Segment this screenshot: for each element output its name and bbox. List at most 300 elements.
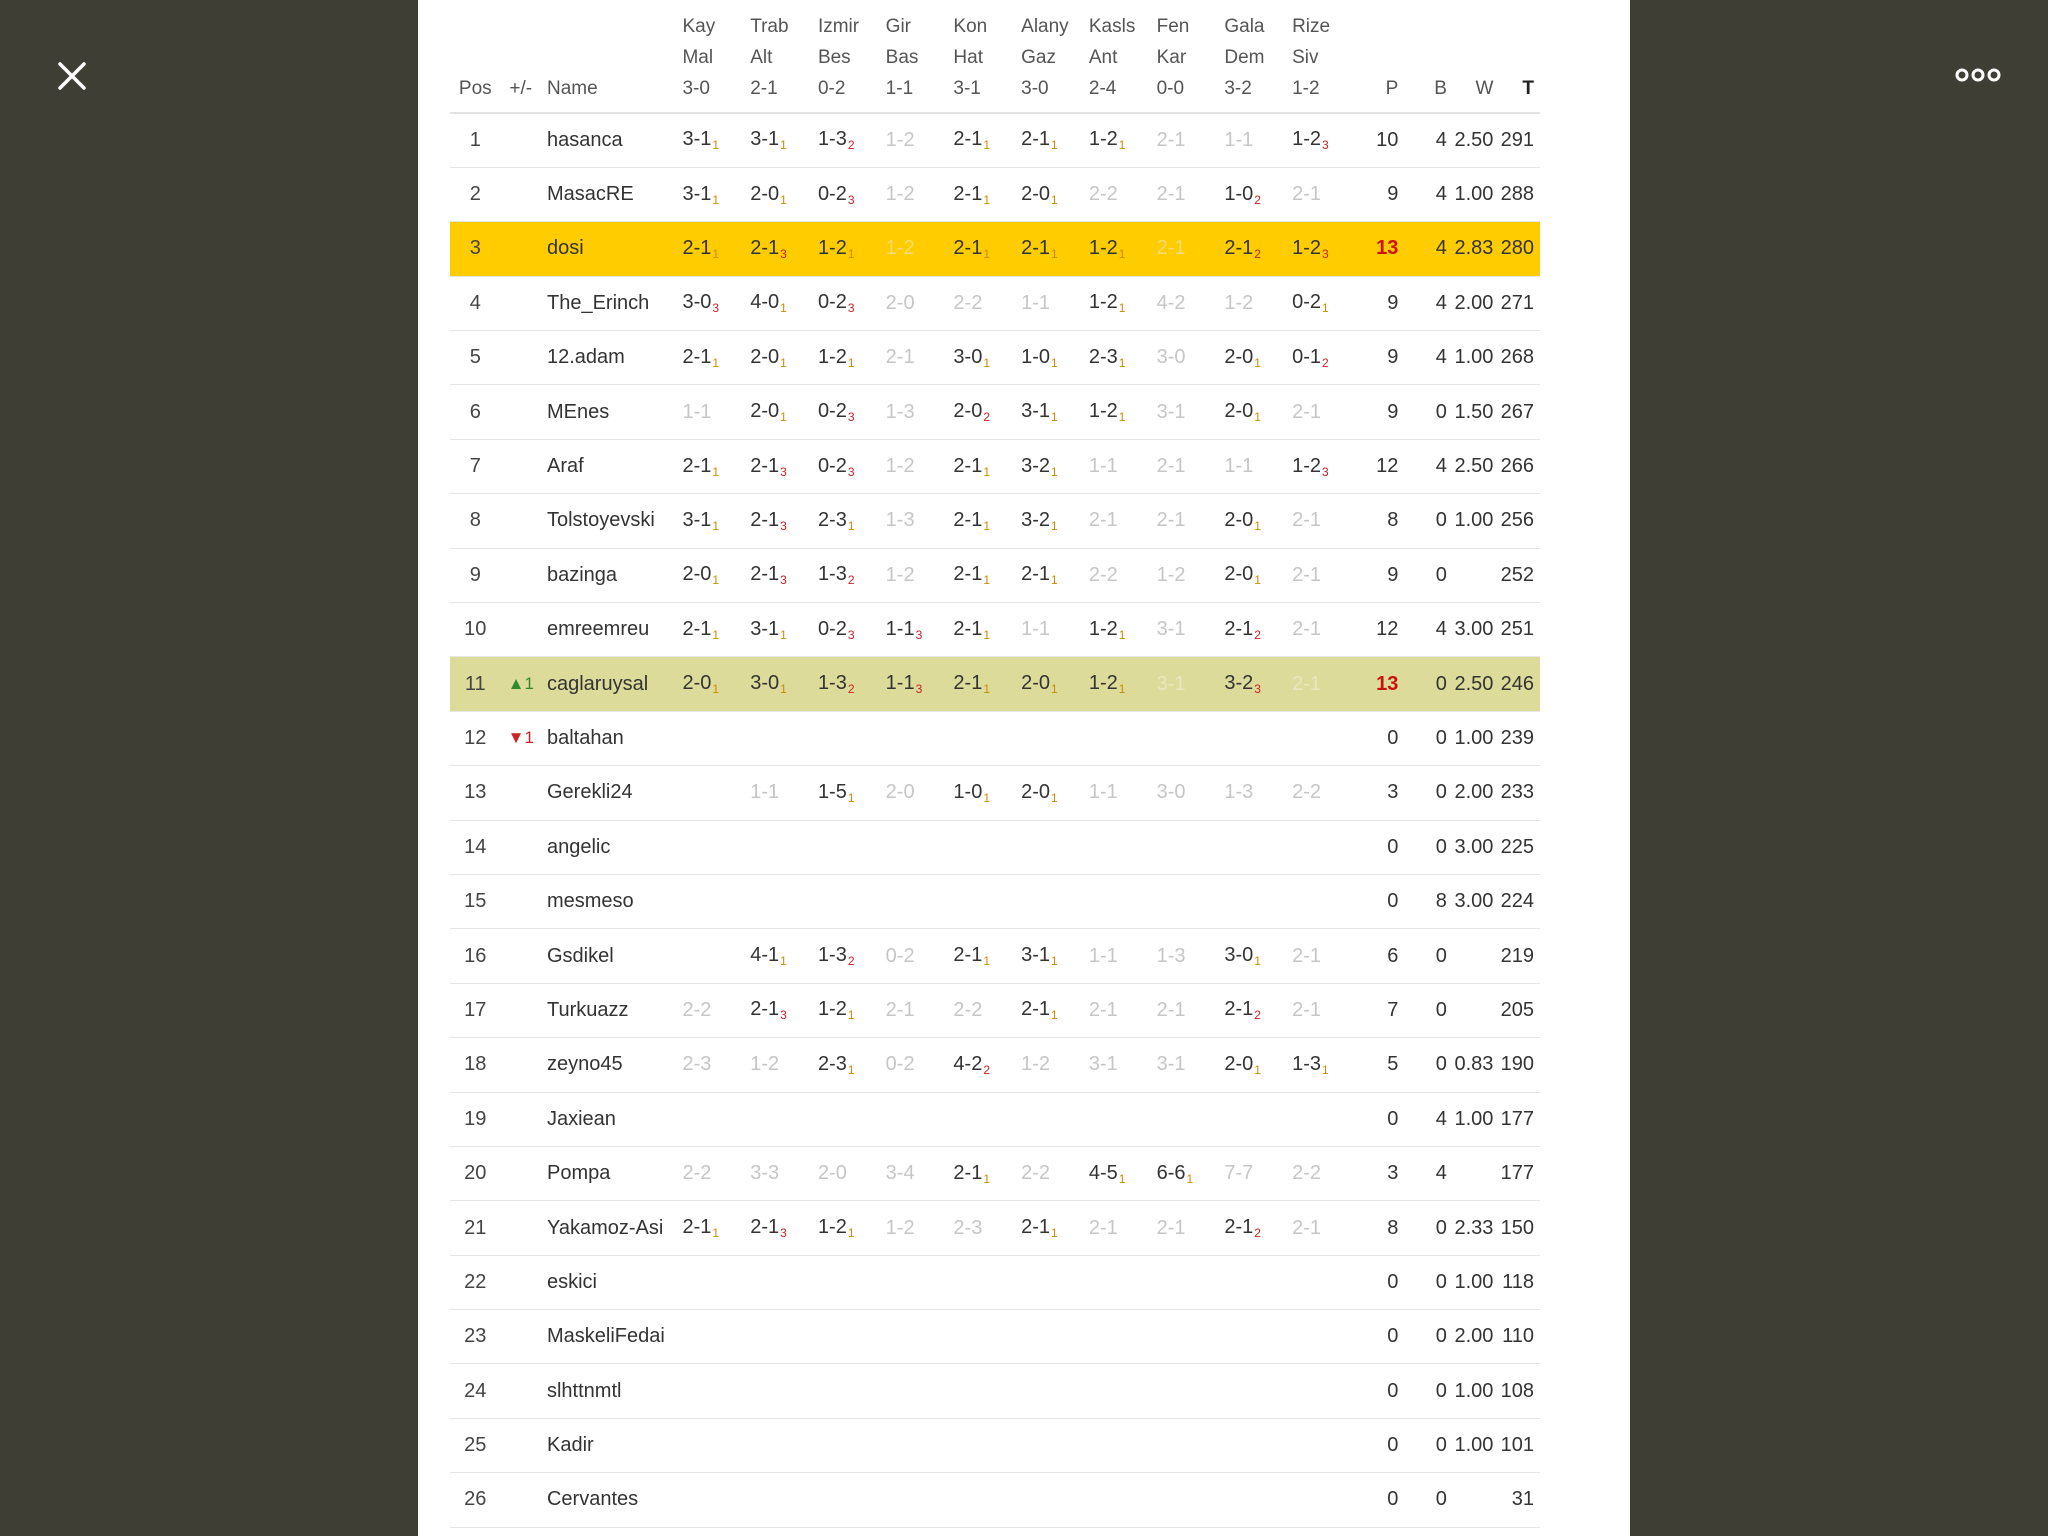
table-row[interactable] xyxy=(450,711,1540,765)
row-prediction: 7-7 xyxy=(1218,1146,1286,1200)
table-row[interactable] xyxy=(450,1146,1540,1200)
row-prediction xyxy=(1218,711,1286,765)
prediction-points: 1 xyxy=(847,355,855,370)
prediction-points: 3 xyxy=(780,1226,787,1240)
row-change xyxy=(501,657,541,711)
row-prediction xyxy=(676,1255,744,1309)
row-prediction: $1-3_1$ xyxy=(1286,1038,1354,1092)
row-pos: 1 xyxy=(450,113,501,167)
row-w: 1.00 xyxy=(1453,1418,1500,1472)
prediction-points: 1 xyxy=(1118,246,1126,261)
row-prediction: $2-1_1$ xyxy=(676,439,744,493)
row-prediction: 1-2 xyxy=(880,167,948,221)
row-b: 0 xyxy=(1404,711,1453,765)
row-prediction xyxy=(1015,1473,1083,1527)
row-prediction xyxy=(812,1092,880,1146)
row-prediction: 1-1 xyxy=(1218,439,1286,493)
row-prediction: $2-1_1$ xyxy=(1015,222,1083,276)
row-change xyxy=(501,1310,541,1364)
row-prediction: 4-2 xyxy=(1151,276,1219,330)
row-prediction: 3-0 xyxy=(1151,331,1219,385)
prediction-points: 1 xyxy=(712,627,720,642)
row-prediction xyxy=(947,1473,1015,1527)
row-prediction xyxy=(744,711,812,765)
row-prediction xyxy=(1083,1255,1151,1309)
prediction-points: 1 xyxy=(1254,573,1261,588)
prediction-points: 1 xyxy=(780,301,787,316)
match-result: 3-2 xyxy=(1224,78,1252,99)
row-prediction: $3-1_1$ xyxy=(1015,385,1083,439)
row-prediction xyxy=(1083,1364,1151,1418)
row-t: 246 xyxy=(1499,657,1540,711)
row-prediction: 2-0 xyxy=(880,766,948,820)
row-pos: 16 xyxy=(450,929,501,983)
table-row[interactable] xyxy=(450,331,1540,385)
row-b: 4 xyxy=(1404,1092,1453,1146)
row-prediction: 2-1 xyxy=(1286,494,1354,548)
row-prediction xyxy=(744,1255,812,1309)
prediction-points: 1 xyxy=(1051,573,1058,588)
row-prediction: $2-1_3$ xyxy=(744,1201,812,1255)
row-prediction xyxy=(947,711,1015,765)
row-b: 0 xyxy=(1404,1418,1453,1472)
table-row[interactable] xyxy=(450,548,1540,602)
more-options-button[interactable] xyxy=(1954,60,2002,90)
row-prediction xyxy=(744,874,812,928)
row-name: Gsdikel xyxy=(541,929,676,983)
row-t: 267 xyxy=(1499,385,1540,439)
row-prediction: $2-1_3$ xyxy=(744,548,812,602)
row-prediction xyxy=(880,820,948,874)
row-t: 101 xyxy=(1499,1418,1540,1472)
row-pos: 19 xyxy=(450,1092,501,1146)
row-p: 7 xyxy=(1354,983,1405,1037)
row-prediction: $2-1_3$ xyxy=(744,222,812,276)
row-prediction: 2-1 xyxy=(1083,494,1151,548)
row-prediction xyxy=(744,1310,812,1364)
row-t: 150 xyxy=(1499,1201,1540,1255)
row-t: 108 xyxy=(1499,1364,1540,1418)
match-away: Ant xyxy=(1088,47,1118,68)
row-p: 0 xyxy=(1354,1473,1405,1527)
row-prediction xyxy=(947,820,1015,874)
row-prediction xyxy=(1218,874,1286,928)
row-name: Cervantes xyxy=(541,1473,676,1527)
row-prediction: 2-1 xyxy=(1286,603,1354,657)
row-prediction: 1-1 xyxy=(1218,113,1286,167)
close-button[interactable] xyxy=(48,52,96,100)
row-prediction: $1-0_1$ xyxy=(947,766,1015,820)
row-prediction xyxy=(676,1418,744,1472)
row-prediction: $3-1_1$ xyxy=(744,113,812,167)
row-prediction xyxy=(676,929,744,983)
match-header xyxy=(676,0,744,113)
prediction-points: 1 xyxy=(847,246,855,261)
row-p: 13 xyxy=(1354,222,1405,276)
row-prediction: $2-1_1$ xyxy=(676,603,744,657)
row-pos: 8 xyxy=(450,494,501,548)
prediction-points: 1 xyxy=(847,790,855,805)
row-p: 0 xyxy=(1354,1092,1405,1146)
row-prediction: $2-1_2$ xyxy=(1218,1201,1286,1255)
match-header xyxy=(1151,0,1219,113)
row-prediction: 1-2 xyxy=(1151,548,1219,602)
prediction-points: 1 xyxy=(780,410,787,425)
row-b: 0 xyxy=(1404,1255,1453,1309)
row-pos: 10 xyxy=(450,603,501,657)
prediction-points: 1 xyxy=(712,246,720,261)
prediction-points: 1 xyxy=(1118,627,1126,642)
row-b: 0 xyxy=(1404,1038,1453,1092)
match-home: Fen xyxy=(1156,16,1190,37)
row-prediction: 2-1 xyxy=(880,983,948,1037)
match-header xyxy=(880,0,948,113)
row-prediction: 1-2 xyxy=(744,1038,812,1092)
row-prediction xyxy=(1286,1473,1354,1527)
row-prediction: $1-0_1$ xyxy=(1015,331,1083,385)
prediction-points: 1 xyxy=(1118,410,1126,425)
match-home: Rize xyxy=(1292,16,1331,37)
row-prediction: 2-2 xyxy=(1286,766,1354,820)
row-w xyxy=(1453,983,1500,1037)
row-change xyxy=(501,1364,541,1418)
match-away: Mal xyxy=(682,47,714,68)
table-row[interactable] xyxy=(450,1255,1540,1309)
prediction-points: 1 xyxy=(1118,1171,1126,1186)
row-prediction: $3-2_1$ xyxy=(1015,439,1083,493)
row-prediction: 1-2 xyxy=(1218,276,1286,330)
table-row[interactable] xyxy=(450,385,1540,439)
match-away: Siv xyxy=(1292,47,1319,68)
row-prediction: $2-3_1$ xyxy=(1083,331,1151,385)
row-name: baltahan xyxy=(541,711,676,765)
table-row[interactable] xyxy=(450,494,1540,548)
rank-down-indicator: ▼1 xyxy=(507,728,534,748)
row-prediction xyxy=(947,1092,1015,1146)
row-change xyxy=(501,983,541,1037)
prediction-points: 3 xyxy=(847,192,855,207)
match-result: 1-2 xyxy=(1292,78,1320,99)
row-b: 4 xyxy=(1404,222,1453,276)
row-prediction xyxy=(812,874,880,928)
prediction-points: 1 xyxy=(1051,355,1058,370)
prediction-points: 1 xyxy=(983,192,990,207)
prediction-points: 3 xyxy=(847,627,855,642)
row-pos: 25 xyxy=(450,1418,501,1472)
row-t: 268 xyxy=(1499,331,1540,385)
table-row[interactable] xyxy=(450,1418,1540,1472)
row-change xyxy=(501,1255,541,1309)
row-pos: 5 xyxy=(450,331,501,385)
row-prediction xyxy=(1015,820,1083,874)
row-pos: 11 xyxy=(450,657,501,711)
row-pos: 3 xyxy=(450,222,501,276)
row-prediction: $3-1_1$ xyxy=(1015,929,1083,983)
row-prediction: 2-1 xyxy=(1151,983,1219,1037)
row-prediction: $0-1_2$ xyxy=(1286,331,1354,385)
table-row[interactable] xyxy=(450,1038,1540,1092)
row-p: 9 xyxy=(1354,385,1405,439)
row-name: Yakamoz-Asi xyxy=(541,1201,676,1255)
table-row[interactable] xyxy=(450,1310,1540,1364)
row-p: 9 xyxy=(1354,548,1405,602)
match-header xyxy=(812,0,880,113)
row-prediction xyxy=(1218,1418,1286,1472)
row-prediction xyxy=(676,1092,744,1146)
table-row[interactable] xyxy=(450,1201,1540,1255)
row-prediction: $2-1_3$ xyxy=(744,983,812,1037)
table-row[interactable] xyxy=(450,820,1540,874)
table-row[interactable] xyxy=(450,929,1540,983)
prediction-points: 3 xyxy=(1321,246,1329,261)
row-p: 0 xyxy=(1354,820,1405,874)
row-prediction: $2-0_1$ xyxy=(1015,167,1083,221)
prediction-points: 1 xyxy=(1118,682,1126,697)
row-p: 8 xyxy=(1354,494,1405,548)
row-prediction: 1-1 xyxy=(1083,766,1151,820)
table-header xyxy=(450,0,1540,113)
row-prediction: 1-2 xyxy=(880,222,948,276)
row-w: 2.00 xyxy=(1453,766,1500,820)
row-pos: 18 xyxy=(450,1038,501,1092)
row-p: 3 xyxy=(1354,766,1405,820)
prediction-points: 1 xyxy=(780,192,787,207)
row-prediction: 1-1 xyxy=(1083,439,1151,493)
row-prediction: $2-1_1$ xyxy=(1015,1201,1083,1255)
match-home: Izmir xyxy=(817,16,860,37)
row-prediction xyxy=(676,711,744,765)
prediction-points: 3 xyxy=(915,627,923,642)
row-prediction: 3-0 xyxy=(1151,766,1219,820)
row-t: 31 xyxy=(1499,1473,1540,1527)
row-b: 0 xyxy=(1404,657,1453,711)
row-prediction xyxy=(1151,874,1219,928)
row-name: Pompa xyxy=(541,1146,676,1200)
row-prediction: 2-2 xyxy=(1286,1146,1354,1200)
row-prediction: 3-1 xyxy=(1083,1038,1151,1092)
row-t: 224 xyxy=(1499,874,1540,928)
row-prediction: $1-2_1$ xyxy=(812,983,880,1037)
prediction-points: 1 xyxy=(780,682,787,697)
row-prediction xyxy=(1218,1255,1286,1309)
row-b: 8 xyxy=(1404,874,1453,928)
row-p: 0 xyxy=(1354,1255,1405,1309)
match-result: 0-0 xyxy=(1156,78,1185,99)
row-prediction: $1-2_1$ xyxy=(812,331,880,385)
match-result: 2-1 xyxy=(750,78,778,99)
row-prediction: $1-3_2$ xyxy=(812,113,880,167)
row-name: slhttnmtl xyxy=(541,1364,676,1418)
row-b: 0 xyxy=(1404,766,1453,820)
row-prediction: $2-1_1$ xyxy=(676,1201,744,1255)
table-row[interactable] xyxy=(450,113,1540,167)
row-prediction: $2-0_1$ xyxy=(1015,766,1083,820)
row-prediction: $1-2_1$ xyxy=(1083,222,1151,276)
prediction-points: 2 xyxy=(1254,192,1261,207)
row-prediction xyxy=(947,1364,1015,1418)
row-pos: 24 xyxy=(450,1364,501,1418)
row-b: 0 xyxy=(1404,820,1453,874)
row-prediction: $2-1_3$ xyxy=(744,494,812,548)
row-prediction: 2-1 xyxy=(1151,439,1219,493)
match-home: Kay xyxy=(682,16,716,37)
row-change xyxy=(501,548,541,602)
row-prediction: 1-2 xyxy=(880,548,948,602)
col-t: T xyxy=(1499,0,1540,113)
row-t: 280 xyxy=(1499,222,1540,276)
prediction-points: 1 xyxy=(1254,518,1261,533)
prediction-points: 1 xyxy=(1254,410,1261,425)
prediction-points: 1 xyxy=(712,573,720,588)
row-prediction: 2-1 xyxy=(1083,1201,1151,1255)
row-prediction: $2-1_2$ xyxy=(1218,603,1286,657)
row-prediction: $1-2_1$ xyxy=(812,222,880,276)
prediction-points: 3 xyxy=(1254,682,1261,697)
row-prediction xyxy=(880,1255,948,1309)
row-prediction: 2-1 xyxy=(1286,657,1354,711)
row-pos: 7 xyxy=(450,439,501,493)
row-prediction: $2-1_2$ xyxy=(1218,983,1286,1037)
row-prediction xyxy=(1286,1418,1354,1472)
row-b: 4 xyxy=(1404,331,1453,385)
row-prediction xyxy=(676,1473,744,1527)
row-prediction: $1-2_1$ xyxy=(1083,657,1151,711)
row-name: The_Erinch xyxy=(541,276,676,330)
prediction-points: 3 xyxy=(780,573,787,588)
row-prediction: $2-1_1$ xyxy=(947,167,1015,221)
row-change xyxy=(501,766,541,820)
table-row[interactable] xyxy=(450,439,1540,493)
row-w xyxy=(1453,548,1500,602)
row-b: 4 xyxy=(1404,1146,1453,1200)
row-prediction: 2-1 xyxy=(1286,983,1354,1037)
prediction-points: 1 xyxy=(983,682,990,697)
table-row[interactable] xyxy=(450,657,1540,711)
prediction-points: 1 xyxy=(983,518,990,533)
row-prediction xyxy=(1083,1473,1151,1527)
row-b: 0 xyxy=(1404,1310,1453,1364)
row-prediction: 2-1 xyxy=(1151,167,1219,221)
prediction-points: 1 xyxy=(712,138,720,153)
row-prediction: $2-1_1$ xyxy=(676,222,744,276)
row-change xyxy=(501,222,541,276)
prediction-points: 1 xyxy=(1118,301,1126,316)
row-prediction: 0-2 xyxy=(880,929,948,983)
row-prediction xyxy=(880,874,948,928)
prediction-points: 1 xyxy=(712,192,720,207)
row-prediction: 3-1 xyxy=(1151,1038,1219,1092)
col-b: B xyxy=(1404,0,1453,113)
table-row[interactable] xyxy=(450,874,1540,928)
table-row[interactable] xyxy=(450,983,1540,1037)
more-options-icon xyxy=(1954,60,2002,90)
table-row[interactable] xyxy=(450,1473,1540,1527)
row-prediction xyxy=(812,1364,880,1418)
table-row[interactable] xyxy=(450,603,1540,657)
row-prediction: $1-3_2$ xyxy=(812,657,880,711)
match-result: 1-1 xyxy=(885,78,914,99)
row-prediction: $4-2_2$ xyxy=(947,1038,1015,1092)
row-name: bazinga xyxy=(541,548,676,602)
row-prediction xyxy=(947,1418,1015,1472)
row-prediction: $2-0_1$ xyxy=(744,331,812,385)
prediction-points: 1 xyxy=(1051,192,1058,207)
prediction-points: 3 xyxy=(847,464,855,479)
row-pos: 4 xyxy=(450,276,501,330)
row-prediction: $1-2_1$ xyxy=(1083,276,1151,330)
row-b: 0 xyxy=(1404,1473,1453,1527)
prediction-points: 1 xyxy=(847,1008,855,1023)
match-home: Gala xyxy=(1224,16,1265,37)
prediction-points: 1 xyxy=(847,1226,855,1240)
row-p: 0 xyxy=(1354,711,1405,765)
row-prediction: 1-1 xyxy=(1083,929,1151,983)
row-prediction: 2-2 xyxy=(947,276,1015,330)
col-change: +/- xyxy=(501,0,541,113)
row-t: 266 xyxy=(1499,439,1540,493)
row-prediction: $2-0_1$ xyxy=(744,385,812,439)
row-change xyxy=(501,494,541,548)
row-prediction: $2-1_1$ xyxy=(947,548,1015,602)
row-w: 2.50 xyxy=(1453,657,1500,711)
col-p: P xyxy=(1354,0,1405,113)
row-prediction: $1-2_1$ xyxy=(1083,603,1151,657)
row-prediction: $0-2_3$ xyxy=(812,603,880,657)
row-prediction: $2-1_1$ xyxy=(1015,983,1083,1037)
prediction-points: 1 xyxy=(1051,518,1058,533)
prediction-points: 3 xyxy=(780,464,787,479)
prediction-points: 1 xyxy=(1051,410,1058,425)
row-pos: 17 xyxy=(450,983,501,1037)
prediction-points: 1 xyxy=(1118,138,1126,153)
match-result: 3-0 xyxy=(1021,78,1049,99)
prediction-points: 2 xyxy=(1321,355,1329,370)
table-row[interactable] xyxy=(450,1092,1540,1146)
match-away: Bes xyxy=(817,47,851,68)
row-prediction xyxy=(744,820,812,874)
row-change xyxy=(501,385,541,439)
row-name: emreemreu xyxy=(541,603,676,657)
row-prediction: 1-3 xyxy=(1151,929,1219,983)
prediction-points: 1 xyxy=(1051,1226,1058,1240)
row-prediction: $3-0_1$ xyxy=(1218,929,1286,983)
prediction-points: 1 xyxy=(1051,138,1058,153)
table-row[interactable] xyxy=(450,276,1540,330)
prediction-points: 2 xyxy=(847,138,855,153)
row-prediction xyxy=(947,1255,1015,1309)
prediction-points: 1 xyxy=(780,355,787,370)
row-prediction: $3-1_1$ xyxy=(676,113,744,167)
table-row[interactable] xyxy=(450,167,1540,221)
row-prediction: 2-1 xyxy=(1151,222,1219,276)
row-w: 3.00 xyxy=(1453,820,1500,874)
row-prediction xyxy=(880,1310,948,1364)
row-b: 4 xyxy=(1404,113,1453,167)
row-t: 291 xyxy=(1499,113,1540,167)
row-prediction: 1-2 xyxy=(880,439,948,493)
row-prediction: 2-1 xyxy=(1286,385,1354,439)
prediction-points: 1 xyxy=(712,355,720,370)
row-prediction xyxy=(812,1418,880,1472)
row-prediction xyxy=(812,1255,880,1309)
table-row[interactable] xyxy=(450,1364,1540,1418)
match-result: 3-1 xyxy=(953,78,981,99)
table-row[interactable] xyxy=(450,222,1540,276)
row-prediction xyxy=(880,711,948,765)
table-row[interactable] xyxy=(450,766,1540,820)
prediction-points: 1 xyxy=(983,246,990,261)
prediction-points: 1 xyxy=(1118,355,1126,370)
